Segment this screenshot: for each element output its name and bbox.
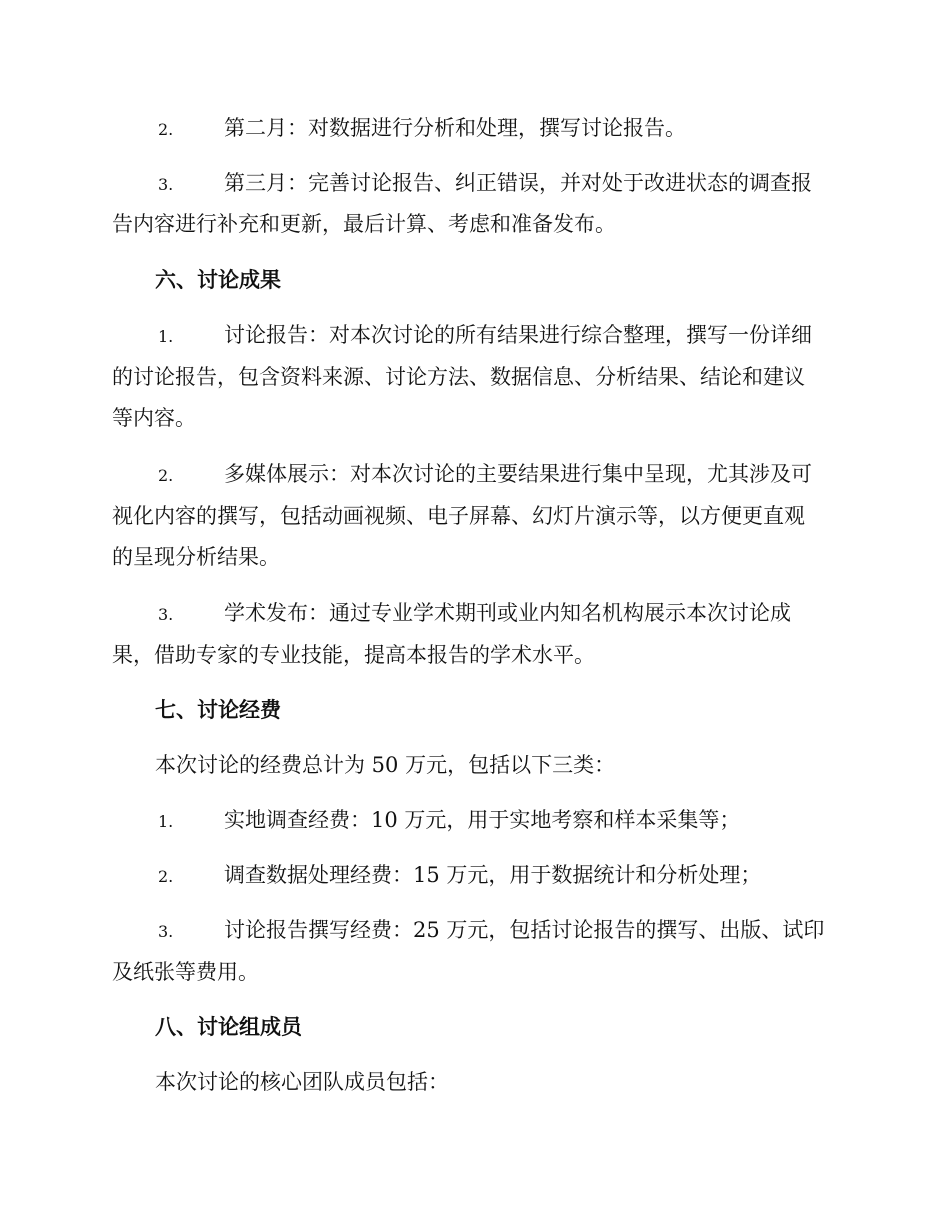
list-number: 3. (158, 605, 174, 624)
list-number: 2. (158, 120, 174, 139)
list-item-text: 讨论报告：对本次讨论的所有结果进行综合整理，撰写一份详细 (224, 323, 812, 347)
list-item-continuation: 告内容进行补充和更新，最后计算、考虑和准备发布。 (112, 212, 616, 236)
document-page: 2. 第二月：对数据进行分析和处理，撰写讨论报告。 3. 第三月：完善讨论报告、纠正错误，并对处于改进状态的调查报 告内容进行补充和更新，最后计算、考虑和准备发布。 六、讨论成果 1. 讨论报告：对本次讨论的所有结果进行综合整理，撰写一份详细 的讨论报告，包含资料来源、讨论方法、数据信息、分析结果、结论和建议 等内容。 2. 多媒体展示：对本次讨论的主要结果进行集中呈现，尤其涉及可 视化内容的撰写，包括动画视频、电子屏幕、幻灯片演示等，以方便更直观 的呈现分析结果。 3. 学术发布：通过专业学术期刊或业内知名机构展示本次讨论成 果，借助专家的专业技能，提高本报告的学术水平。 七、讨论经费 本次讨论的经费总计为 50 万元，包括以下三类： 1. 实地调查经费：10 万元，用于实地考察和样本采集等； 2. 调查数据处理经费：15 万元，用于数据统计和分析处理； 3. 讨论报告撰写经费：25 万元，包括讨论报告的撰写、出版、试印 及纸张等费用。 八、讨论组成员 本次讨论的核心团队成员包括： (0, 0, 950, 1230)
list-number: 1. (158, 327, 174, 346)
list-item-text: 多媒体展示：对本次讨论的主要结果进行集中呈现，尤其涉及可 (224, 462, 812, 486)
list-item-text: 讨论报告撰写经费：25 万元，包括讨论报告的撰写、出版、试印 (224, 918, 825, 942)
list-item-continuation: 果，借助专家的专业技能，提高本报告的学术水平。 (112, 643, 595, 667)
list-item-continuation: 等内容。 (112, 406, 196, 430)
list-item-continuation: 的讨论报告，包含资料来源、讨论方法、数据信息、分析结果、结论和建议 (112, 365, 805, 389)
list-item-text: 实地调查经费：10 万元，用于实地考察和样本采集等； (224, 808, 741, 832)
list-item-text: 第二月：对数据进行分析和处理，撰写讨论报告。 (224, 116, 686, 140)
list-number: 2. (158, 466, 174, 485)
list-item-continuation: 及纸张等费用。 (112, 960, 259, 984)
list-number: 3. (158, 175, 174, 194)
list-number: 1. (158, 812, 174, 831)
list-item-text: 第三月：完善讨论报告、纠正错误，并对处于改进状态的调查报 (224, 171, 812, 195)
list-item-continuation: 视化内容的撰写，包括动画视频、电子屏幕、幻灯片演示等，以方便更直观 (112, 504, 805, 528)
list-item-text: 调查数据处理经费：15 万元，用于数据统计和分析处理； (224, 863, 762, 887)
list-item-continuation: 的呈现分析结果。 (112, 545, 280, 569)
list-number: 2. (158, 867, 174, 886)
list-item-text: 学术发布：通过专业学术期刊或业内知名机构展示本次讨论成 (224, 601, 791, 625)
list-number: 3. (158, 922, 174, 941)
